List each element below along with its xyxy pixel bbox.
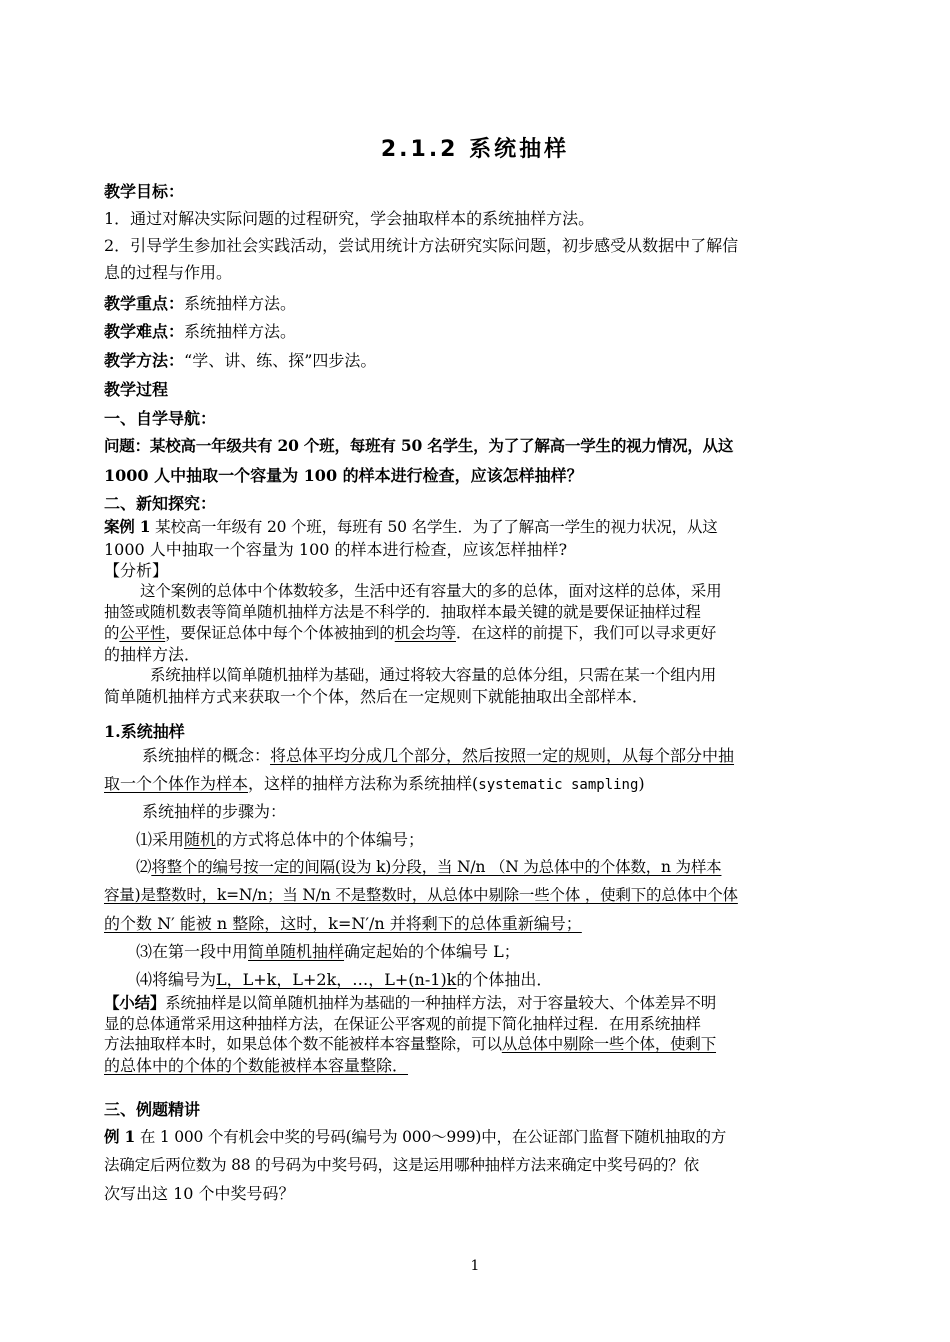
analysis-line-3-mid: ，要保证总体中每个个体被抽到的 <box>165 624 395 642</box>
step-2-text-1: 将整个的编号按一定的间隔(设为 k)分段，当 N/n （N 为总体中的个体数，n 为样本 <box>151 858 722 876</box>
page-title: 2.1.2 系统抽样 <box>380 137 570 162</box>
key-point-label: 教学重点： <box>104 294 185 313</box>
teaching-method-text: “学、讲、练、探”四步法。 <box>184 351 377 370</box>
summary-line-4: 的总体中的个体的个数能被样本容量整除． <box>104 1056 409 1075</box>
analysis-line-2: 抽签或随机数表等简单随机抽样方法是不科学的．抽取样本最关键的就是要保证抽样过程 <box>104 603 701 621</box>
equal-chance-term: 机会均等 <box>394 624 456 642</box>
concept-line-1 <box>142 743 849 766</box>
analysis-line-3-pre: 的 <box>104 624 120 642</box>
step-1-random-term: 随机 <box>184 830 217 849</box>
fairness-term: 公平性 <box>119 624 166 642</box>
summary-line-3 <box>104 1032 849 1054</box>
example-1-line-1 <box>104 1125 849 1147</box>
summary-underlined-3: 从总体中剔除一些个体，使剩下 <box>501 1035 717 1053</box>
goals-heading: 教学目标： <box>104 182 185 201</box>
summary-text-3: 方法抽取样本时，如果总体个数不能被样本容量整除，可以 <box>104 1035 502 1053</box>
step-1 <box>136 827 881 850</box>
step-2-pre: ⑵ <box>136 858 152 876</box>
example-1-line-2: 法确定后两位数为 88 的号码为中奖号码，这是运用哪种抽样方法来确定中奖号码的？依 <box>104 1156 699 1174</box>
goal-1: 1．通过对解决实际问题的过程研究，学会抽取样本的系统抽样方法。 <box>104 209 595 228</box>
step-4-pre: ⑷将编号为 <box>136 970 217 989</box>
step-3-srs-term: 简单随机抽样 <box>248 942 345 961</box>
concept-english-term: systematic sampling <box>478 777 639 793</box>
step-3-pre: ⑶在第一段中用 <box>136 942 249 961</box>
section-1-heading: 一、自学导航： <box>104 409 217 428</box>
step-4 <box>136 967 881 990</box>
question-line-2: 1000 人中抽取一个容量为 100 的样本进行检查，应该怎样抽样？ <box>104 466 583 485</box>
example-1-text-1: 在 1 000 个有机会中奖的号码(编号为 000～999)中，在公证部门监督下随机抽取的方 <box>135 1128 727 1146</box>
case-1-line-1 <box>104 515 849 537</box>
step-1-pre: ⑴采用 <box>136 830 185 849</box>
concept-label: 系统抽样的概念： <box>142 746 271 765</box>
step-2-line-2: 容量)是整数时，k=N/n；当 N/n 不是整数时，从总体中剔除一些个体 ，使剩下的总体中个体 <box>104 886 738 904</box>
analysis-line-1: 这个案例的总体中个体数较多，生活中还有容量大的多的总体，面对这样的总体，采用 <box>140 582 722 600</box>
analysis-line-4: 的抽样方法． <box>104 645 201 664</box>
section-3-heading: 三、例题精讲 <box>104 1100 201 1119</box>
section-2-heading: 二、新知探究： <box>104 494 217 513</box>
difficulty-text: 系统抽样方法。 <box>184 322 297 341</box>
difficulty-label: 教学难点： <box>104 322 185 341</box>
goal-2-line-1: 2．引导学生参加社会实践活动，尝试用统计方法研究实际问题，初步感受从数据中了解信 <box>104 236 739 255</box>
summary-label: 【小结】 <box>104 993 166 1012</box>
step-4-sequence: L，L+k，L+2k，…，L+(n-1)k <box>216 970 457 989</box>
step-1-end: 的方式将总体中的个体编号； <box>216 830 425 849</box>
summary-text-1: 系统抽样是以简单随机抽样为基础的一种抽样方法，对于容量较大、个体差异不明 <box>165 994 717 1012</box>
concept-definition-part-1: 将总体平均分成几个部分，然后按照一定的规则，从每个部分中抽 <box>270 746 735 765</box>
step-2-line-1 <box>136 855 849 877</box>
steps-heading: 系统抽样的步骤为： <box>142 802 287 821</box>
analysis-line-3 <box>104 621 849 643</box>
case-1-line-2: 1000 人中抽取一个容量为 100 的样本进行检查，应该怎样抽样? <box>104 540 568 559</box>
page-number: 1 <box>470 1258 480 1274</box>
question-line-1: 问题：某校高一年级共有 20 个班，每班有 50 名学生，为了了解高一学生的视力情况，从这 <box>104 436 734 455</box>
case-1-label: 案例 1 <box>104 517 151 536</box>
step-2-line-3: 的个数 N′ 能被 n 整除，这时，k=N′/n 并将剩下的总体重新编号； <box>104 914 582 933</box>
step-3 <box>136 939 881 962</box>
systematic-intro-line-2: 简单随机抽样方式来获取一个个体，然后在一定规则下就能抽取出全部样本． <box>104 687 649 706</box>
difficulty <box>104 319 849 342</box>
example-1-line-3: 次写出这 10 个中奖号码？ <box>104 1184 295 1203</box>
step-4-end: 的个体抽出． <box>456 970 553 989</box>
concept-close-paren: ) <box>638 774 645 793</box>
concept-line-2-end: ，这样的抽样方法称为系统抽样( <box>248 774 479 793</box>
case-1-text: 某校高一年级有 20 个班，每班有 50 名学生．为了了解高一学生的视力状况，从这 <box>150 518 718 536</box>
systematic-intro-line-1: 系统抽样以简单随机抽样为基础，通过将较大容量的总体分组，只需在某一个组内用 <box>150 666 717 684</box>
teaching-method-label: 教学方法： <box>104 351 185 370</box>
summary-line-2: 显的总体通常采用这种抽样方法，在保证公平客观的前提下简化抽样过程．在用系统抽样 <box>104 1015 701 1033</box>
concept-line-2 <box>104 771 849 794</box>
step-3-end: 确定起始的个体编号 L； <box>344 942 520 961</box>
analysis-label: 【分析】 <box>104 561 169 580</box>
subsection-1-heading: 1.系统抽样 <box>104 722 185 741</box>
process-heading: 教学过程 <box>104 380 169 399</box>
analysis-line-3-end: ．在这样的前提下，我们可以寻求更好 <box>455 624 717 642</box>
key-point-text: 系统抽样方法。 <box>184 294 297 313</box>
teaching-method <box>104 348 849 371</box>
example-1-label: 例 1 <box>104 1127 136 1146</box>
key-point <box>104 291 849 314</box>
goal-2-line-2: 息的过程与作用。 <box>104 263 233 282</box>
summary-line-1 <box>104 991 849 1013</box>
concept-definition-part-2: 取一个个体作为样本 <box>104 774 249 793</box>
